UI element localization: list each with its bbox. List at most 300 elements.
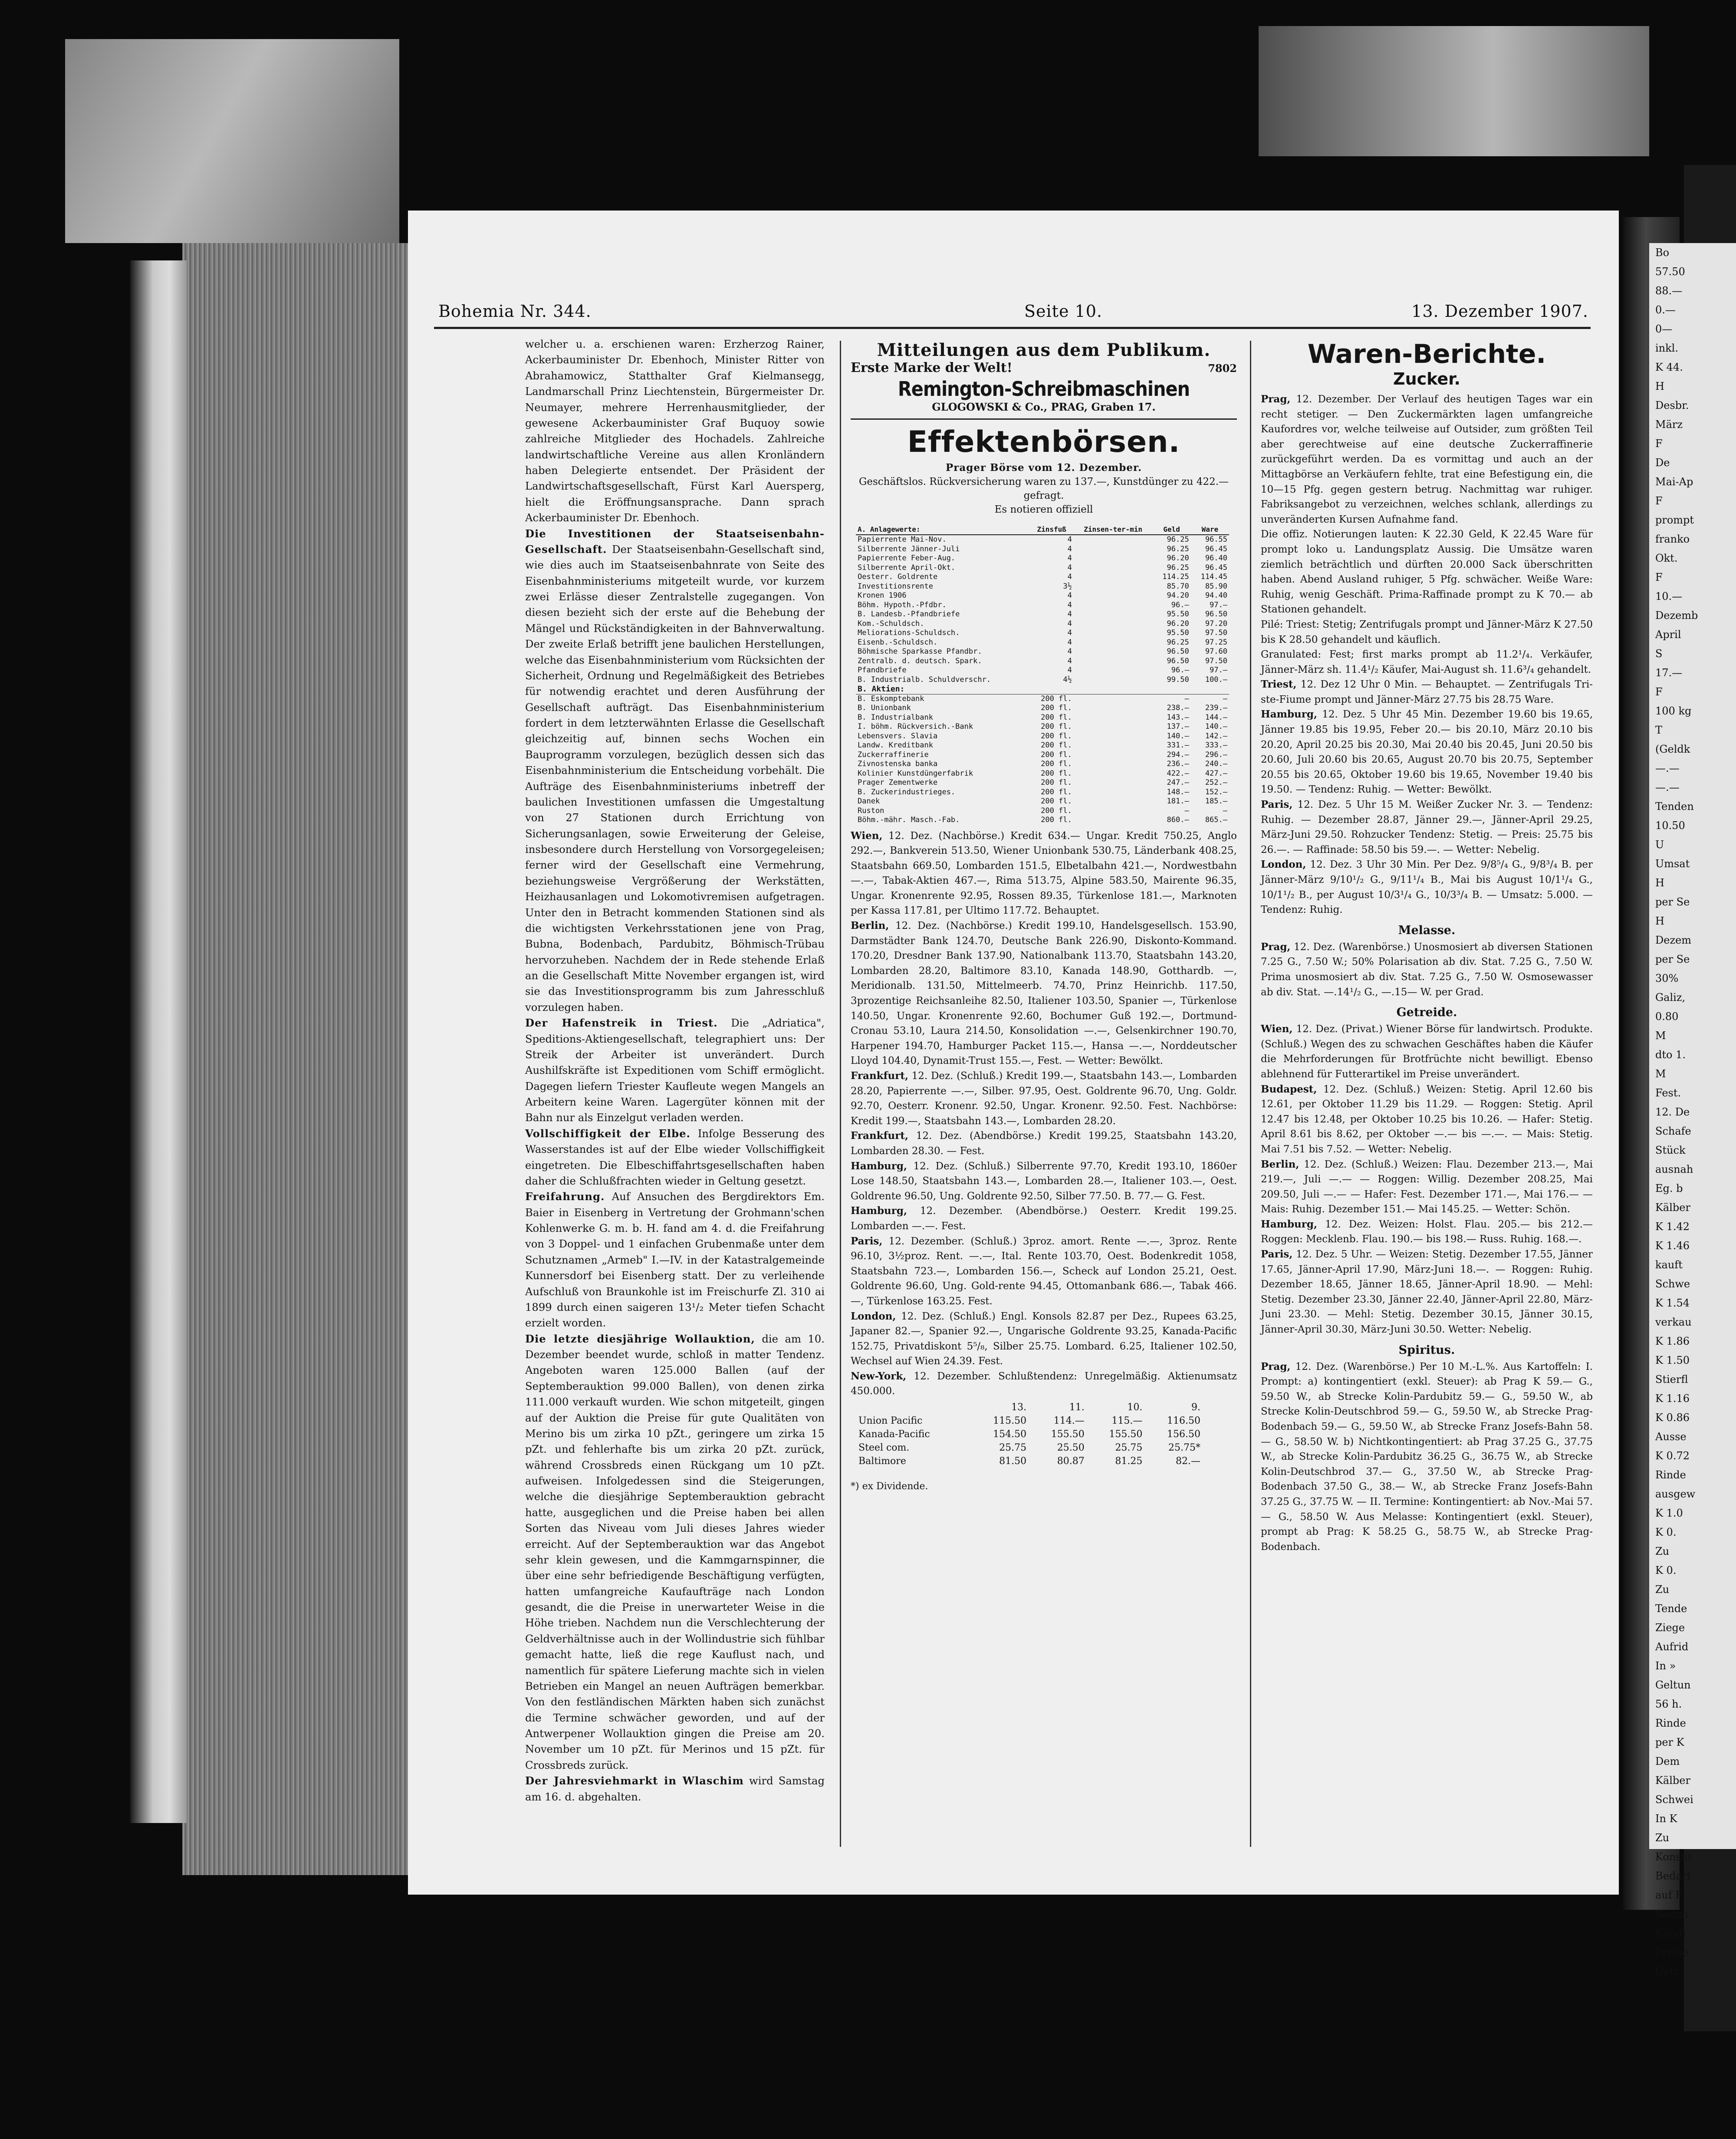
market-report [1261,647,1593,677]
table-cell: 4 [1067,544,1072,553]
fragment-text: franko [1655,533,1690,545]
ad-address: GLOGOWSKI & Co., PRAG, Graben 17. [932,401,1156,413]
table-cell [1074,769,1153,779]
market-report [851,1069,1237,1129]
table-cell: 96.55 [1205,535,1227,544]
table-cell: 82.— [1176,1456,1200,1467]
column-stock-exchange [851,336,1237,1847]
fragment-text: Kondi [1655,1927,1686,1939]
table-row [856,563,1229,573]
market-report [851,1234,1237,1309]
report-place: Prag, [1261,393,1291,405]
table-cell: Pfandbriefe [858,666,907,675]
table-header: A. Anlagewerte: [856,524,1030,535]
table-cell: 81.25 [1115,1456,1143,1467]
fragment-text: Mai-Ap [1655,476,1693,488]
table-cell [1074,563,1153,573]
table-cell [1074,788,1153,797]
table-cell: 97.20 [1205,619,1227,628]
market-report [851,1309,1237,1369]
article-paragraph [525,1189,825,1331]
report-text: 12. Dez. (Schluß.) Silberrente 97.70, Kredit 193.10, 1860er Lose 148.50, Staatsbahn 143.—, Lombarden 28.—, Italiener 103.—, Oest. Goldrente 96.50, Ung. Goldrente 92.50, Silber 77.50. B. 77.— G. Fest. [851,1160,1237,1202]
fragment-text: 17.— [1655,667,1683,679]
table-cell: Silberrente Jänner-Juli [858,544,960,553]
fragment-text: F [1655,686,1663,698]
table-cell: 252.— [1205,778,1227,787]
fragment-text: Eg. b [1655,1182,1683,1195]
table-cell: 114.45 [1200,573,1227,581]
fragment-text: K 1.50 [1655,1354,1690,1366]
fragment-text: verkau [1655,1316,1692,1328]
table-cell: B. Unionbank [858,704,911,712]
table-row [856,573,1229,582]
table-cell: 96.50 [1167,647,1189,656]
table-row [856,535,1229,545]
scan-background-left [65,39,399,243]
article-text: Die „Adriatica", Speditions-Aktiengesellschaft, telegraphiert uns: Der Streik der Arbeiter ist unverändert. Durch Aushilfskräfte ist Expeditionen vom Schiff ermöglicht. Dagegen liefern Triester Kaufleute wegen Mangels an Arbeitern keine Waren. Lagergüter können mit der Bahn nur als Einzelgut verladen werden. [525,1017,825,1124]
table-cell: 4 [1067,647,1072,656]
table-cell: 25.75* [1168,1442,1200,1454]
market-report [1261,1247,1593,1337]
report-place: Paris, [851,1235,883,1247]
table-row [856,741,1229,750]
table-cell: 200 fl. [1041,806,1072,815]
ny-header: 13. [1011,1402,1027,1413]
page-number: Seite 10. [1024,302,1102,321]
table-cell: Zivnostenska banka [858,760,938,768]
issue-date: 13. Dezember 1907. [1411,302,1588,321]
table-cell: Kanada-Pacific [858,1429,930,1440]
fragment-text: M [1655,1068,1666,1080]
fragment-text: M [1655,1030,1666,1042]
fragment-text: —.— [1655,762,1680,774]
fragment-text: Zu [1655,1832,1670,1844]
table-cell: 4 [1067,610,1072,619]
table-row [856,1455,1203,1468]
report-text: 12. Dez. (Nachbörse.) Kredit 199.10, Handelsgesellsch. 153.90, Darmstädter Bank 124.70, Deutsche Bank 226.90, Diskonto-Kommand. 170.20, Dresdner Bank 137.90, Nationalbank 113.70, Staatsbahn 143.20, Lombarden 28.20, Baltimore 83.10, Kanada 148.90, Gotthardb. —, Meridionalb. 131.50, Mittelmeerb. 74.70, Prinz Heinrichb. 117.50, 3prozentige Reichsanleihe 82.50, Italiener 103.50, Spanier —, Türkenlose 140.50, Ungar. Kronenrente 92.60, Bochumer Guß 192.—, Dortmund-Cronau 53.10, Laura 214.50, Konsolidation —.—, Gelsenkirchner 190.70, Harpener 194.70, Hamburger Packet 115.—, Hansa —.—, Norddeutscher Lloyd 104.40, Dynamit-Trust 155.—, Fest. — Wetter: Bewölkt. [851,920,1237,1067]
table-cell: 200 fl. [1041,704,1072,712]
report-place: Paris, [1261,1248,1293,1260]
table-cell: 96.25 [1167,535,1189,544]
table-cell: Kronen 1906 [858,591,907,600]
table-row [856,675,1229,685]
ny-header: 11. [1069,1402,1085,1413]
market-report [851,1369,1237,1399]
table-cell [1074,601,1153,610]
table-cell: 200 fl. [1041,750,1072,759]
report-text: Pilé: Triest: Stetig; Zentrifugals prompt und Jänner-März K 27.50 bis K 28.50 gehandelt und käuflich. [1261,619,1593,645]
subsection-heading: Spiritus. [1398,1343,1455,1357]
market-report [1261,392,1593,527]
table-cell: 240.— [1205,760,1227,768]
report-place: Hamburg, [1261,1218,1317,1230]
fragment-text: Tende [1655,1603,1687,1615]
table-cell: — [1184,694,1189,703]
table-cell: 25.75 [1115,1442,1143,1454]
table-cell: Papierrente Mai-Nov. [858,535,947,544]
table-cell: 96.— [1171,600,1189,609]
report-place: Prag, [1261,1360,1291,1372]
subsection-heading: Melasse. [1398,923,1456,937]
table-cell: Kom.-Schuldsch. [858,619,924,628]
article-paragraph [525,1126,825,1189]
table-cell: 97.25 [1205,638,1227,647]
table-cell: Kolinier Kunstdüngerfabrik [858,769,973,778]
table-cell: 154.50 [993,1429,1027,1440]
fragment-text: Tenden [1655,800,1694,813]
fragment-text: Schafe [1655,1125,1691,1137]
market-report [851,918,1237,1069]
table-cell: Oesterr. Goldrente [858,573,938,581]
table-cell: 81.50 [999,1456,1027,1467]
table-row [856,1428,1203,1441]
report-place: Hamburg, [1261,708,1317,721]
fragment-text: inkl. [1655,342,1678,354]
table-row [856,638,1229,648]
fragment-text: (Geldk [1655,743,1690,755]
table-cell [1074,816,1153,825]
fragment-text: Umsat [1655,858,1690,870]
table-row [856,591,1229,601]
table-cell [1074,545,1153,554]
table-row [856,619,1229,629]
market-report [851,1129,1237,1158]
table-cell: 96.20 [1167,619,1189,628]
market-report [1261,1082,1593,1157]
report-place: Berlin, [1261,1158,1299,1170]
fragment-text: S [1655,648,1663,660]
fragment-text: Preise [1655,1946,1689,1958]
book-page-edges [182,243,408,1875]
table-cell: — [1184,806,1189,815]
fragment-text: auf F [1655,1889,1683,1901]
market-report [851,829,1237,919]
table-cell: 4 [1067,656,1072,665]
table-cell: 4 [1067,573,1072,581]
table-cell: 115.— [1111,1415,1143,1427]
fragment-text: 10.50 [1655,819,1685,832]
report-text: 12. Dez. (Schluß.) Weizen: Flau. Dezember 213.—, Mai 219.—, Juli —.— — Roggen: Willig. Dezember 208.25, Mai 209.50, Juli —.— — Hafer: Fest. Dezember 171.—, Mai 176.— — Mais: Ruhig. Dezember 151.— Mai 145.25. — Wetter: Schön. [1261,1158,1593,1215]
fragment-text: F [1655,571,1663,583]
fragment-text: Okt. [1655,552,1678,564]
table-cell: 96.50 [1167,656,1189,665]
report-text: 12. Dez. 5 Uhr 45 Min. Dezember 19.60 bis 19.65, Jänner 19.85 bis 19.95, Feber 20.— bis 20.10, März 20.10 bis 20.20, April 20.25 bis 20.30, Mai 20.40 bis 20.45, Juni 20.50 bis 20.60, Juli 20.60 bis 20.65, August 20.70 bis 20.75, September 20.55 bis 20.65, Oktober 19.60 bis 19.65, November 19.40 bis 19.50. — Tendenz: Ruhig. — Wetter: Bewölkt. [1261,709,1593,796]
article-text: Der Staatseisenbahn-Gesellschaft sind, wie dies auch im Staatseisenbahnrate von Seite des Eisenbahnministeriums mitgeteilt wurde, vor kurzem zwei Erlässe dieser Zentralstelle zugegangen. Von diesen bezieht sich der erste auf die Behebung der Mängel und Rückständigkeiten in der Bahnverwaltung. Der zweite Erlaß betrifft jene baulichen Herstellungen, welche das Eisenbahnministerium vom Rücksichten der Sicherheit, Ordnung und Regelmäßigkeit des Betriebes für notwendig erachtet und deren Ausführung der Gesellschaft aufträgt. Das Eisenbahnministerium fordert in dem letzterwähnten Erlasse die Gesellschaft gleichzeitig auf, binnen sechs Wochen ein Bauprogramm vorzulegen, bezüglich dessen sich das Eisenbahnministerium die Entscheidung vorbehält. Die Aufträge des Eisenbahnministeriums inbetreff der baulichen Investitionen umfassen die Umgestaltung von 27 Stationen durch Errichtung von Sicherungsanlagen, sowie Erweiterung der Geleise, insbesondere durch Herstellung von Vorsorgegeleisen; ferner wird der Gesellschaft eine Vermehrung, beziehungsweise Vergrößerung der Werkstätten, Heizhausanlagen und Lokomotivremisen aufgetragen. Unter den in Betracht kommenden Stationen sind als die wichtigsten Verkehrsstationen jene von Prag, Bubna, Bodenbach, Pardubitz, Böhmisch-Trübau hervorzuheben. Nachdem der in Rede stehende Erlaß an die Gesellschaft Mitte November ergangen ist, wird sie das Investitionsprogramm bis zum Jahresschluß vorzulegen haben. [525,543,825,1014]
footnote: *) ex Dividende. [851,1481,928,1492]
table-cell: 116.50 [1167,1415,1200,1427]
table-row [856,601,1229,610]
table-cell [1074,657,1153,666]
table-cell: 4 [1067,638,1072,647]
fragment-text: April [1655,629,1681,641]
table-cell: 97.— [1210,666,1227,675]
table-cell [1074,666,1153,675]
table-cell: 331.— [1167,741,1189,750]
table-cell: 247.— [1167,778,1189,787]
report-place: Hamburg, [851,1205,907,1217]
report-text: 12. Dez 12 Uhr 0 Min. — Behauptet. — Zentrifugals Tri-ste-Fiume prompt und Jänner-März 27.75 bis 28.75 Ware. [1261,679,1593,705]
table-cell: 96.45 [1205,544,1227,553]
article-paragraph [525,526,825,1016]
table-cell: 97.60 [1205,647,1227,656]
table-cell [1074,535,1153,545]
report-place: Wien, [1261,1023,1293,1035]
fragment-text: ausgew [1655,1488,1696,1500]
table-cell: 97.50 [1205,629,1227,637]
table-cell: B. Landesb.-Pfandbriefe [858,610,960,619]
fragment-text: H [1655,915,1664,927]
fragment-text: K 1.0 [1655,1507,1683,1519]
fragment-text: Desbr. [1655,399,1689,411]
fragment-text: Zu [1655,1545,1670,1557]
report-text: 12. Dez. Weizen: Holst. Flau. 205.— bis 212.— Roggen: Mecklenb. Flau. 190.— bis 198.— Russ. Ruhig. 168.—. [1261,1218,1593,1245]
table-row [856,704,1229,713]
column-commodities [1261,336,1593,1847]
table-cell: 140.— [1167,731,1189,740]
table-cell [1074,713,1153,723]
table-row [856,797,1229,806]
table-cell: 865.— [1205,816,1227,824]
fragment-text: K 0. [1655,1526,1677,1538]
fragment-text: prompt [1655,514,1694,526]
table-row [856,760,1229,769]
article-heading: Die letzte diesjährige Wollauktion, [525,1332,755,1345]
market-report [1261,797,1593,857]
fragment-text: 100 kg [1655,705,1692,717]
table-cell [1074,760,1153,769]
table-row [856,769,1229,779]
header-rule [434,327,1591,329]
table-cell: 4 [1067,591,1072,600]
fragment-text: Ziege [1655,1622,1685,1634]
fragment-text: K 1.46 [1655,1240,1690,1252]
report-text: Granulated: Fest; first marks prompt ab 11.2¹/₄. Verkäufer, Jänner-März sh. 11.4¹/₂ Käufer, Mai-August sh. 11.6³/₄ gehandelt. [1261,649,1593,675]
article-text: wird Samstag am 16. d. abgehalten. [525,1774,825,1803]
fragment-text: 88.— [1655,285,1683,297]
fragment-text: U [1655,839,1664,851]
fragment-text: In » [1655,1660,1676,1672]
table-row [856,1441,1203,1455]
table-cell: 200 fl. [1041,760,1072,768]
fragment-text: Geltun [1655,1679,1691,1691]
table-cell: 294.— [1167,750,1189,759]
masthead-issue: Bohemia Nr. 344. [438,302,592,321]
table-cell: 85.70 [1167,582,1189,591]
fragment-text: Schwei [1655,1793,1693,1806]
table-cell: 238.— [1167,704,1189,712]
table-cell: 85.90 [1205,582,1227,591]
table-cell: 94.40 [1205,591,1227,600]
scan-background-top [1259,26,1649,156]
market-report [1261,707,1593,797]
table-row [856,657,1229,666]
market-report [1261,1359,1593,1555]
table-cell [1074,610,1153,619]
column-rule [840,341,841,1847]
table-cell: 200 fl. [1041,722,1072,731]
table-cell: 4 [1067,600,1072,609]
fragment-text: Getr [1655,1965,1679,1978]
fragment-text: 57.50 [1655,266,1685,278]
table-cell: 96.25 [1167,544,1189,553]
fragment-text: Bo [1655,247,1670,259]
table-cell: 137.— [1167,722,1189,731]
article-paragraph [525,1015,825,1126]
table-cell: 96.25 [1167,563,1189,572]
table-cell: Meliorations-Schuldsch. [858,629,960,637]
table-cell [1074,647,1153,657]
report-place: Budapest, [1261,1083,1317,1095]
table-cell: 422.— [1167,769,1189,778]
table-row [856,666,1229,675]
article-heading: Der Jahresviehmarkt in Wlaschim [525,1774,744,1787]
article-text: die am 10. Dezember beendet wurde, schloß in matter Tendenz. Angeboten waren 125.000 Ballen (auf der Septemberauktion 99.000 Ballen), von denen zirka 111.000 verkauft wurden. Wie schon mitgeteilt, gingen auf der Auktion die Preise für gute Qualitäten von Merino bis um zirka 10 pZt., geringere um zirka 15 pZt. und fehlerhafte bis um zirka 20 pZt. zurück, während Crossbreds einen Rückgang um 10 pZt. aufweisen. Infolgedessen sind die Steigerungen, welche die diesjährige Septemberauktion gebracht hatte, ausgeglichen und die Preise haben bei allen Sorten das Niveau vom Juli dieses Jahres wieder erreicht. Auf der Septemberauktion war das Angebot sehr klein gewesen, und die Kammgarnspinner, die über eine sehr befriedigende Beschäftigung verfügten, hatten umfangreiche Kaufaufträge nach London gesandt, die die Preise in unerwarteter Weise in die Höhe trieben. Nachdem nun die Verschlechterung der Geldverhältnisse auch in der Wollindustrie sich fühlbar gemacht hatte, ließ die rege Kauflust nach, und namentlich für spätere Lieferung machte sich in vielen Betrieben ein Mangel an neuen Aufträgen bemerkbar. Von den festländischen Märkten haben sich zunächst die Termine schwächer geworden, und auf der Antwerpener Wollauktion gingen die Preise am 20. November um 10 pZt. für Merinos und 15 pZt. für Crossbreds zurück. [525,1332,825,1771]
fragment-text: ausnah [1655,1163,1693,1175]
fragment-text: De [1655,457,1670,469]
table-cell: 200 fl. [1041,816,1072,824]
report-text: 12. Dez. (Abendbörse.) Kredit 199.25, Staatsbahn 143.20, Lombarden 28.30. — Fest. [851,1130,1237,1157]
fragment-text: K 1.86 [1655,1335,1690,1347]
table-row [856,713,1229,723]
fragment-text: 0.— [1655,304,1676,316]
report-place: New-York, [851,1370,907,1382]
table-group-row [856,684,1229,694]
fragment-text: Ausse [1655,1431,1687,1443]
fragment-text: K 1.16 [1655,1392,1690,1405]
subsection-heading: Getreide. [1396,1006,1457,1020]
fragment-text: Kälber [1655,1774,1690,1787]
table-cell: 200 fl. [1041,769,1072,778]
table-cell: Böhmische Sparkasse Pfandbr. [858,647,982,656]
table-cell: Lebensvers. Slavia [858,731,938,740]
table-cell: 239.— [1205,704,1227,712]
report-text: 12. Dez. (Schluß.) Weizen: Stetig. April 12.60 bis 12.61, per Oktober 11.29 bis 11.29. — Roggen: Stetig. April 12.47 bis 12.48, per Oktober 10.25 bis 10.26. — Hafer: Stetig. April 8.61 bis 8.62, per Oktober —.— bis —.—. — Mais: Stetig. Mai 7.51 bis 7.52. — Wetter: Nebelig. [1261,1083,1593,1155]
column-news [525,336,825,1847]
market-report [1261,527,1593,617]
table-row [856,545,1229,554]
article-heading: Der Hafenstreik in Triest. [525,1017,718,1030]
table-cell: 95.50 [1167,629,1189,637]
table-cell: — [1223,806,1227,815]
molasses-reports [1261,940,1593,1000]
fragment-text: 0.80 [1655,1010,1679,1023]
fragment-text: 0— [1655,323,1673,335]
fragment-text: Fest. [1655,1087,1681,1099]
report-text: Die offiz. Notierungen lauten: K 22.30 Geld, K 22.45 Ware für prompt loko u. Landungsplatz Aussig. Die Umsätze waren ziemlich beträchtlich und dürften 20.000 Sack überschritten haben. Abend Ausland ruhiger, 5 Pfg. schwächer. Weiße Ware: Ruhig, wenig Geschäft. Prima-Raffinade prompt zu K 70.— ab Stationen gehandelt. [1261,529,1593,615]
table-cell: 333.— [1205,741,1227,750]
report-place: Berlin, [851,920,889,932]
table-cell [1074,591,1153,601]
table-cell: 200 fl. [1041,731,1072,740]
article-paragraph [525,1773,825,1805]
fragment-text: dto 1. [1655,1049,1686,1061]
sugar-reports [1261,392,1593,918]
table-cell: 95.50 [1167,610,1189,619]
table-cell: Investitionsrente [858,582,933,591]
table-cell: 114.— [1053,1415,1085,1427]
table-cell: 200 fl. [1041,694,1072,703]
article-heading: Freifahrung. [525,1190,605,1203]
report-text: 12. Dez. (Warenbörse.) Per 10 M.-L.%. Aus Kartoffeln: I. Prompt: a) kontingentiert (exkl. Steuer): ab Prag K 59.— G., 59.50 W., ab Strecke Kolin-Pardubitz 59.— G., 59.50 W., ab Strecke Kolin-Deutschbrod 59.— G., 59.50 W., ab Strecke Prag-Bodenbach 59.— G., 59.50 W., ab Strecke Franz Josefs-Bahn 58.— G., 58.50 W. b) Nichtkontingentiert: ab Prag 37.25 G., 37.75 W., ab Strecke Kolin-Pardubitz 36.25 G., 36.75 W., ab Strecke Kolin-Deutschbrod 37.— G., 37.50 W., ab Strecke Prag-Bodenbach 37.50 G., 38.— W., ab Strecke Franz Josefs-Bahn 37.25 G., 37.75 W. — II. Termine: Kontingentiert: ab Nov.-Mai 57.— G., 58.50 W. Aus Melasse: Kontingentiert (exkl. Steuer), prompt ab Prag: K 58.25 G., 58.75 W., ab Strecke Prag-Bodenbach. [1261,1361,1593,1553]
fragment-text: H [1655,380,1664,392]
fragment-text: K 0.72 [1655,1450,1690,1462]
table-cell: 96.40 [1205,554,1227,563]
fragment-text: Rinde [1655,1469,1686,1481]
grain-reports [1261,1022,1593,1337]
table-cell: 236.— [1167,760,1189,768]
table-cell: Landw. Kreditbank [858,741,933,750]
fragment-text: In K [1655,1813,1677,1825]
ad-number: 7802 [1208,362,1237,375]
adjacent-page-fragment [1649,243,1736,1978]
table-cell: 200 fl. [1041,778,1072,787]
table-cell [1074,629,1153,638]
public-notices-title: Mitteilungen aus dem Publikum. [877,340,1211,360]
market-report [1261,677,1593,707]
table-row [856,554,1229,563]
table-cell: 4 [1067,554,1072,563]
exchange-subtitle: Prager Börse vom 12. Dezember. [945,462,1142,474]
table-row [856,582,1229,592]
table-cell: 4 [1067,535,1072,544]
table-cell: 94.20 [1167,591,1189,600]
table-cell: 96.25 [1167,638,1189,647]
table-cell: 97.50 [1205,656,1227,665]
table-cell [1074,573,1153,582]
table-row [856,750,1229,760]
table-cell [1074,582,1153,592]
table-row [856,816,1229,825]
table-row [856,610,1229,619]
table-header: Geld [1152,524,1190,535]
report-place: Prag, [1261,941,1291,953]
fragment-text: Rinde [1655,1717,1686,1729]
report-text: 12. Dezember. Der Verlauf des heutigen Tages war ein recht stetiger. — Den Zuckermärkten lagen umfangreiche Kaufordres vor, welche teilweise auf Outsider, zum größten Teil aber gerechtweise auf eine deutsche Zuckerraffinerie zurückgeführt werden. Da es vormittag und auch an der Mittagbörse an Verkäufern fehlte, trat eine Befestigung ein, die 10—15 Pfg. gegen gestern betrug. Nachmittag war ruhiger. Fabriksangebot zu verzeichnen, welches schlank, allerdings zu unveränderten Kursen Aufnahme fand. [1261,394,1593,525]
report-text: 12. Dezember. (Schluß.) 3proz. amort. Rente —.—, 3proz. Rente 96.10, 3½proz. Rent. —.—, Ital. Rente 103.70, Oest. Bodenkredit 1058, Staatsbahn 723.—, Lombarden 156.—, Scheck auf London 25.21, Oest. Goldrente 96.60, Ung. Gold-rente 94.45, Ottomanbank 686.—, Tabak 466.—, Türkenlose 163.25. Fest. [851,1235,1237,1307]
table-row [856,694,1229,704]
table-cell: Prager Zementwerke [858,778,938,787]
new-york-table [856,1401,1203,1468]
table-cell: 96.45 [1205,563,1227,572]
table-cell [1074,741,1153,750]
report-text: 12. Dez. 5 Uhr 15 M. Weißer Zucker Nr. 3. — Tendenz: Ruhig. — Dezember 28.87, Jänner 29.—, Jänner-April 29.25, März-Juni 29.50. Rohzucker Tendenz: Stetig. — Preis: 25.75 bis 26.—. — Raffinade: 58.50 bis 59.—. — Wetter: Nebelig. [1261,799,1593,856]
table-cell [1074,750,1153,760]
table-cell: 3½ [1063,582,1072,591]
table-cell: 427.— [1205,769,1227,778]
table-cell [1074,694,1153,704]
table-cell: 155.50 [1109,1429,1143,1440]
subsection-heading: Zucker. [1393,369,1460,388]
table-cell: 100.— [1205,675,1227,684]
fragment-text: Kälber [1655,1201,1690,1214]
fragment-text: T [1655,724,1663,736]
table-cell: 25.50 [1057,1442,1085,1454]
fragment-text: Aufrid [1655,1641,1689,1653]
table-cell [1074,797,1153,806]
table-cell [1074,619,1153,629]
table-cell: Papierrente Feber-Aug. [858,554,956,563]
table-cell: — [1223,694,1227,703]
table-cell: 96.— [1171,666,1189,675]
fragment-text: K 1.54 [1655,1297,1690,1309]
fragment-text: Galiz, [1655,991,1686,1004]
fragment-text: Bedarf [1655,1870,1691,1882]
table-cell: Ruston [858,806,884,815]
market-report [1261,1217,1593,1247]
table-cell: B. Zuckerindustrieges. [858,787,956,796]
market-report [1261,940,1593,1000]
page-header [408,302,1588,328]
